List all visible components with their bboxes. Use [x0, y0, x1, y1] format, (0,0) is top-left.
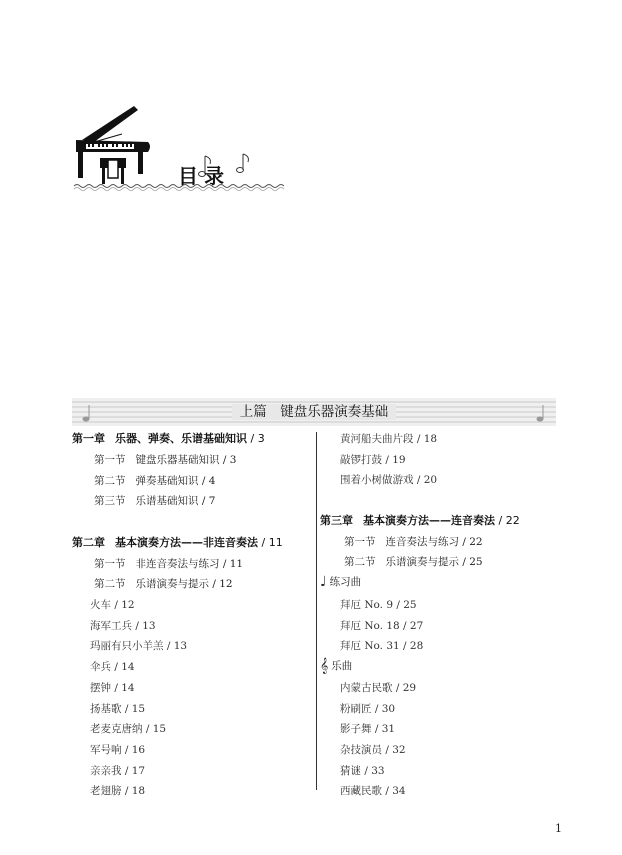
- section-title: 非连音奏法与练习: [135, 558, 220, 570]
- section-label: 第二节: [94, 578, 126, 590]
- item-title: 伞兵: [90, 661, 111, 673]
- chapter-label: 第二章: [72, 536, 105, 549]
- chapter-label: 第三章: [320, 514, 353, 527]
- item-title: 火车: [90, 599, 111, 611]
- page-ref: / 11: [258, 536, 283, 549]
- page-ref: / 13: [164, 640, 188, 652]
- section-title: 乐谱基础知识: [135, 495, 199, 507]
- section-label: 第二节: [94, 475, 126, 487]
- toc-item[interactable]: [322, 681, 416, 695]
- toc-chapter-3[interactable]: [320, 514, 520, 528]
- page-ref: / 29: [393, 682, 417, 694]
- page-ref: / 18: [122, 785, 146, 797]
- chapter-title: 基本演奏方法——连音奏法: [363, 514, 495, 527]
- section-label: 第一节: [94, 558, 126, 570]
- subheading-label: 练习曲: [329, 576, 362, 588]
- section-label: 第二节: [344, 556, 376, 568]
- item-title: 粉刷匠: [340, 703, 372, 715]
- item-title: 拜厄 No. 31: [340, 640, 400, 652]
- toc-item[interactable]: [322, 639, 423, 653]
- page-ref: / 19: [382, 454, 406, 466]
- toc-item[interactable]: [72, 743, 145, 757]
- item-title: 杂技演员: [340, 744, 382, 756]
- item-title: 猜谜: [340, 765, 361, 777]
- section-title: 乐谱演奏与提示: [135, 578, 209, 590]
- section-label: 第一节: [94, 454, 126, 466]
- toc-chapter-2[interactable]: [72, 536, 283, 550]
- toc-section[interactable]: [72, 453, 236, 467]
- item-title: 围着小树做游戏: [340, 474, 414, 486]
- page-ref: / 27: [400, 620, 424, 632]
- toc-item[interactable]: [72, 598, 135, 612]
- page-ref: / 15: [122, 703, 146, 715]
- page-ref: / 34: [382, 785, 406, 797]
- section-label: 第一节: [344, 536, 376, 548]
- page-ref: / 3: [247, 432, 265, 445]
- page-ref: / 25: [459, 556, 483, 568]
- page-ref: / 14: [111, 661, 135, 673]
- toc-item[interactable]: [322, 764, 385, 778]
- subheading-label: 乐曲: [331, 660, 353, 672]
- item-title: 黄河船夫曲片段: [340, 433, 414, 445]
- page-ref: / 22: [459, 536, 483, 548]
- page-ref: / 22: [495, 514, 520, 527]
- toc-item[interactable]: [322, 784, 406, 798]
- item-title: 海军工兵: [90, 620, 132, 632]
- column-divider: [316, 432, 317, 790]
- item-title: 西藏民歌: [340, 785, 382, 797]
- toc-section[interactable]: [72, 557, 243, 571]
- toc-item[interactable]: [72, 784, 145, 798]
- item-title: 内蒙古民歌: [340, 682, 393, 694]
- page-ref: / 14: [111, 682, 135, 694]
- toc-section[interactable]: [322, 555, 483, 569]
- section-title: 乐谱演奏与提示: [385, 556, 459, 568]
- page-ref: / 7: [199, 495, 216, 507]
- item-title: 玛丽有只小羊羔: [90, 640, 164, 652]
- toc-section[interactable]: [72, 494, 215, 508]
- toc-item[interactable]: [72, 639, 187, 653]
- item-title: 拜厄 No. 9: [340, 599, 394, 611]
- item-title: 老翅膀: [90, 785, 122, 797]
- section-label: 第三节: [94, 495, 126, 507]
- toc-item[interactable]: [322, 722, 395, 736]
- chapter-title: 基本演奏方法——非连音奏法: [115, 536, 258, 549]
- toc-item[interactable]: [72, 681, 135, 695]
- toc-item[interactable]: [322, 598, 417, 612]
- page-ref: / 25: [393, 599, 417, 611]
- toc-item[interactable]: [72, 764, 145, 778]
- item-title: 敲锣打鼓: [340, 454, 382, 466]
- page-ref: / 15: [143, 723, 167, 735]
- item-title: 影子舞: [340, 723, 372, 735]
- section-title: 连音奏法与练习: [385, 536, 459, 548]
- toc-item[interactable]: [322, 619, 423, 633]
- section-title: 弹奏基础知识: [135, 475, 199, 487]
- chapter-title: 乐器、弹奏、乐谱基础知识: [115, 432, 247, 445]
- item-title: 亲亲我: [90, 765, 122, 777]
- item-title: 军号响: [90, 744, 122, 756]
- toc-section[interactable]: [322, 535, 483, 549]
- section-title: 键盘乐器基础知识: [135, 454, 220, 466]
- toc-chapter-1[interactable]: [72, 432, 265, 446]
- page-ref: / 12: [111, 599, 135, 611]
- item-title: 老麦克唐纳: [90, 723, 143, 735]
- page-number: 1: [555, 822, 562, 835]
- page-ref: / 32: [382, 744, 406, 756]
- quarter-note-icon: ♩: [320, 574, 327, 590]
- page-ref: / 18: [414, 433, 438, 445]
- page-ref: / 13: [132, 620, 156, 632]
- item-title: 拜厄 No. 18: [340, 620, 400, 632]
- toc-item[interactable]: [72, 722, 166, 736]
- toc-item[interactable]: [322, 432, 437, 446]
- treble-clef-icon: 𝄞: [320, 658, 329, 674]
- toc-section[interactable]: [72, 474, 215, 488]
- toc-item[interactable]: [322, 473, 437, 487]
- toc-item[interactable]: [322, 702, 395, 716]
- page-ref: / 33: [361, 765, 385, 777]
- page-ref: / 31: [372, 723, 396, 735]
- page-ref: / 28: [400, 640, 424, 652]
- page-title: 目录: [178, 164, 230, 188]
- page-ref: / 16: [122, 744, 146, 756]
- page-ref: / 4: [199, 475, 216, 487]
- part-title: 上篇 键盘乐器演奏基础: [232, 404, 397, 420]
- page-ref: / 12: [209, 578, 233, 590]
- toc-item[interactable]: [72, 619, 156, 633]
- page-ref: / 17: [122, 765, 146, 777]
- toc-section[interactable]: [72, 577, 233, 591]
- piece-heading: [320, 659, 352, 673]
- etude-heading: [320, 575, 361, 589]
- toc-item[interactable]: [72, 660, 135, 674]
- chapter-label: 第一章: [72, 432, 105, 445]
- item-title: 摆钟: [90, 682, 111, 694]
- toc-item[interactable]: [322, 453, 406, 467]
- part-banner: [72, 398, 556, 426]
- page-ref: / 20: [414, 474, 438, 486]
- toc-item[interactable]: [322, 743, 406, 757]
- page-ref: / 30: [372, 703, 396, 715]
- page-ref: / 3: [220, 454, 237, 466]
- item-title: 扬基歌: [90, 703, 122, 715]
- toc-item[interactable]: [72, 702, 145, 716]
- page-ref: / 11: [220, 558, 244, 570]
